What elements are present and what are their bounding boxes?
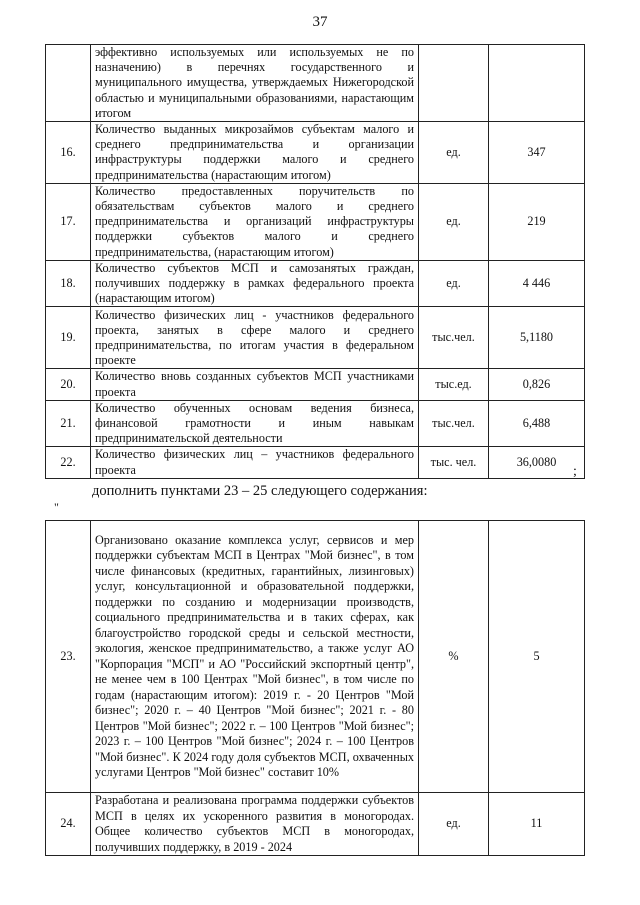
row-number: 17.: [46, 183, 91, 260]
row-number: 20.: [46, 369, 91, 400]
new-items-table: [45, 520, 585, 856]
row-description: Количество вновь созданных субъектов МСП участниками проекта: [91, 369, 419, 400]
row-number: 21.: [46, 400, 91, 447]
row-value: 5,1180: [489, 307, 585, 369]
row-description: Количество физических лиц - участников федерального проекта, занятых в сфере малого и среднего предпринимательства, по итогам участия в федеральном проекте: [91, 307, 419, 369]
table-row: [46, 793, 585, 856]
row-value: 36,0080: [489, 447, 585, 478]
row-description: Разработана и реализована программа поддержки субъектов МСП в целях их ускоренного развития в моногородах. Общее количество субъектов МСП в моногородах, получивших поддержку, в 2019 - 2024: [91, 793, 419, 856]
row-unit: тыс.чел.: [419, 307, 489, 369]
row-value: 219: [489, 183, 585, 260]
row-number: 18.: [46, 260, 91, 307]
opening-quote: ": [54, 500, 59, 514]
table-row: [46, 307, 585, 369]
row-description: Количество субъектов МСП и самозанятых граждан, получивших поддержку в рамках федерального проекта (нарастающим итогом): [91, 260, 419, 307]
amendment-sentence: дополнить пунктами 23 – 25 следующего содержания:: [92, 483, 428, 499]
row-unit: ед.: [419, 260, 489, 307]
row-number: 16.: [46, 122, 91, 184]
row-value: 347: [489, 122, 585, 184]
table-row: [46, 447, 585, 478]
row-description: Количество выданных микрозаймов субъектам малого и среднего предпринимательства и организации инфраструктуры поддержки малого и среднего предпринимательства (нарастающим итогом): [91, 122, 419, 184]
row-description: Количество обученных основам ведения бизнеса, финансовой грамотности и иным навыкам предпринимательской деятельности: [91, 400, 419, 447]
row-unit: тыс. чел.: [419, 447, 489, 478]
row-unit: [419, 45, 489, 122]
row-unit: ед.: [419, 122, 489, 184]
table-row: [46, 400, 585, 447]
table-row: [46, 45, 585, 122]
row-value: 6,488: [489, 400, 585, 447]
row-number: [46, 45, 91, 122]
row-unit: тыс.ед.: [419, 369, 489, 400]
table-row: [46, 122, 585, 184]
row-unit: ед.: [419, 793, 489, 856]
row-number: 19.: [46, 307, 91, 369]
row-description: Количество предоставленных поручительств по обязательствам субъектов малого и среднего предпринимательства и организаций инфраструктуры поддержки субъектов малого и среднего предпринимательства, (нарастающим итогом): [91, 183, 419, 260]
semicolon: ;: [573, 464, 577, 479]
table-row: [46, 260, 585, 307]
row-value: 0,826: [489, 369, 585, 400]
row-description: Организовано оказание комплекса услуг, сервисов и мер поддержки субъектам МСП в Центрах "Мой бизнес", в том числе финансовых (кредитных, гарантийных, лизинговых) услуг, консультационной и образовательной поддержки, поддержки по созданию и модернизации производств, социального предпринимательства и в таких сферах, как благоустройство городской среды и сельской местности, экология, женское предпринимательство, а также услуг АО "Корпорация "МСП" и АО "Российский экспортный центр", не менее чем в 100 Центрах "Мой бизнес", в том числе по годам (нарастающим итогом): 2019 г. - 20 Центров "Мой бизнес"; 2020 г. – 40 Центров "Мой бизнес"; 2021 г. - 80 Центров "Мой бизнес"; 2022 г. – 100 Центров "Мой бизнес"; 2023 г. – 100 Центров "Мой бизнес"; 2024 г. – 100 Центров "Мой бизнес". К 2024 году доля субъектов МСП, охваченных услугами Центров "Мой бизнес" составит 10%: [91, 521, 419, 793]
row-number: 24.: [46, 793, 91, 856]
row-number: 23.: [46, 521, 91, 793]
row-description: эффективно используемых или используемых не по назначению) в перечнях государственного и муниципального имущества, утверждаемых Нижегородской областью и муниципальными образованиями, нарастающим итогом: [91, 45, 419, 122]
table-row: [46, 369, 585, 400]
row-value: 11: [489, 793, 585, 856]
row-value: 4 446: [489, 260, 585, 307]
row-description: Количество физических лиц – участников федерального проекта: [91, 447, 419, 478]
table-row: [46, 521, 585, 793]
row-number: 22.: [46, 447, 91, 478]
row-unit: %: [419, 521, 489, 793]
row-unit: ед.: [419, 183, 489, 260]
page-number: 37: [312, 14, 328, 30]
row-value: [489, 45, 585, 122]
table-row: [46, 183, 585, 260]
row-unit: тыс.чел.: [419, 400, 489, 447]
indicators-table: [45, 44, 585, 479]
row-value: 5: [489, 521, 585, 793]
